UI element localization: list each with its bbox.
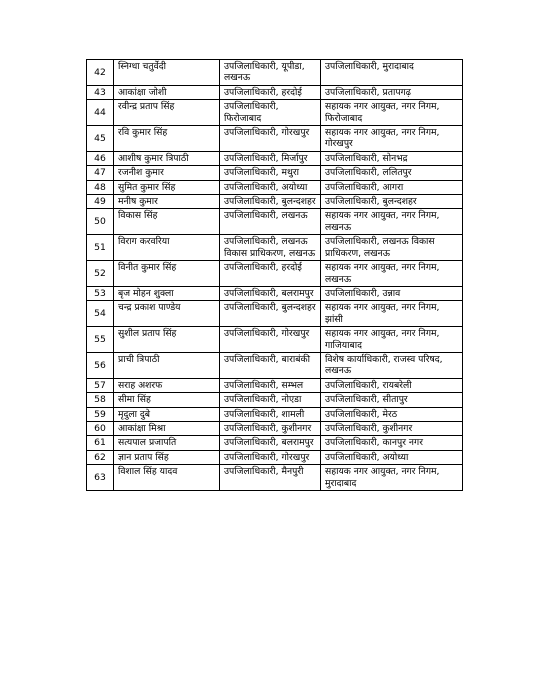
officer-name-cell: विराग करवरिया [114,235,220,261]
new-post-cell: उपजिलाधिकारी, कानपुर नगर [321,436,463,450]
current-post-cell: उपजिलाधिकारी, मथुरा [220,166,321,180]
officer-name-cell: विशाल सिंह यादव [114,465,220,491]
officer-name-cell: सुमित कुमार सिंह [114,180,220,194]
new-post-cell: सहायक नगर आयुक्त, नगर निगम, गोरखपुर [321,126,463,152]
table-row [87,393,463,407]
officer-name-cell: आशीष कुमार त्रिपाठी [114,151,220,165]
new-post-cell: सहायक नगर आयुक्त, नगर निगम, लखनऊ [321,209,463,235]
table-row [87,60,463,86]
officer-name-cell: विनीत कुमार सिंह [114,261,220,287]
serial-number-cell: 51 [87,235,114,261]
current-post-cell: उपजिलाधिकारी, शामली [220,407,321,421]
officer-name-cell: बृज मोहन शुक्ला [114,286,220,300]
serial-number-cell: 44 [87,100,114,126]
current-post-cell: उपजिलाधिकारी, मिर्जापुर [220,151,321,165]
current-post-cell: उपजिलाधिकारी, सम्भल [220,378,321,392]
new-post-cell: उपजिलाधिकारी, रायबरेली [321,378,463,392]
new-post-cell: उपजिलाधिकारी, प्रतापगढ़ [321,85,463,99]
officer-name-cell: सीमा सिंह [114,393,220,407]
serial-number-cell: 45 [87,126,114,152]
new-post-cell: उपजिलाधिकारी, मुरादाबाद [321,60,463,86]
table-row [87,180,463,194]
serial-number-cell: 48 [87,180,114,194]
table-row [87,327,463,353]
current-post-cell: उपजिलाधिकारी, फिरोजाबाद [220,100,321,126]
table-row [87,126,463,152]
current-post-cell: उपजिलाधिकारी, मैनपुरी [220,465,321,491]
table-row [87,465,463,491]
current-post-cell: उपजिलाधिकारी, बुलन्दशहर [220,195,321,209]
officer-name-cell: स्निग्धा चतुर्वेदी [114,60,220,86]
table-row [87,407,463,421]
serial-number-cell: 50 [87,209,114,235]
serial-number-cell: 56 [87,352,114,378]
officer-name-cell: विकास सिंह [114,209,220,235]
current-post-cell: उपजिलाधिकारी, हरदोई [220,85,321,99]
new-post-cell: उपजिलाधिकारी, बुलन्दशहर [321,195,463,209]
table-row [87,100,463,126]
table-row [87,209,463,235]
table-row [87,235,463,261]
current-post-cell: उपजिलाधिकारी, कुशीनगर [220,421,321,435]
new-post-cell: उपजिलाधिकारी, सोनभद्र [321,151,463,165]
transfer-table [86,59,463,491]
officer-name-cell: सुशील प्रताप सिंह [114,327,220,353]
table-row [87,421,463,435]
officer-name-cell: रवि कुमार सिंह [114,126,220,152]
officer-name-cell: रजनीश कुमार [114,166,220,180]
table-row [87,436,463,450]
table-row [87,286,463,300]
current-post-cell: उपजिलाधिकारी, नोएडा [220,393,321,407]
new-post-cell: सहायक नगर आयुक्त, नगर निगम, मुरादाबाद [321,465,463,491]
serial-number-cell: 49 [87,195,114,209]
officer-name-cell: मृदुला दुबे [114,407,220,421]
officer-name-cell: सराह अशरफ [114,378,220,392]
serial-number-cell: 62 [87,450,114,464]
new-post-cell: सहायक नगर आयुक्त, नगर निगम, लखनऊ [321,261,463,287]
current-post-cell: उपजिलाधिकारी, बुलन्दशहर [220,301,321,327]
serial-number-cell: 42 [87,60,114,86]
table-row [87,151,463,165]
officer-name-cell: प्राची त्रिपाठी [114,352,220,378]
officer-name-cell: चन्द्र प्रकाश पाण्डेय [114,301,220,327]
serial-number-cell: 43 [87,85,114,99]
table-row [87,85,463,99]
current-post-cell: उपजिलाधिकारी, लखनऊ विकास प्राधिकरण, लखनऊ [220,235,321,261]
current-post-cell: उपजिलाधिकारी, हरदोई [220,261,321,287]
new-post-cell: उपजिलाधिकारी, ललितपुर [321,166,463,180]
serial-number-cell: 63 [87,465,114,491]
table-row [87,352,463,378]
new-post-cell: उपजिलाधिकारी, लखनऊ विकास प्राधिकरण, लखनऊ [321,235,463,261]
current-post-cell: उपजिलाधिकारी, अयोध्या [220,180,321,194]
table-row [87,450,463,464]
new-post-cell: सहायक नगर आयुक्त, नगर निगम, गाजियाबाद [321,327,463,353]
current-post-cell: उपजिलाधिकारी, लखनऊ [220,209,321,235]
current-post-cell: उपजिलाधिकारी, गोरखपुर [220,126,321,152]
table-row [87,301,463,327]
serial-number-cell: 52 [87,261,114,287]
officer-name-cell: ज्ञान प्रताप सिंह [114,450,220,464]
new-post-cell: विशेष कार्याधिकारी, राजस्व परिषद, लखनऊ [321,352,463,378]
new-post-cell: उपजिलाधिकारी, कुशीनगर [321,421,463,435]
officer-name-cell: आकांक्षा जोशी [114,85,220,99]
current-post-cell: उपजिलाधिकारी, गोरखपुर [220,450,321,464]
officer-name-cell: सत्यपाल प्रजापति [114,436,220,450]
current-post-cell: उपजिलाधिकारी, बलरामपुर [220,436,321,450]
serial-number-cell: 55 [87,327,114,353]
new-post-cell: उपजिलाधिकारी, अयोध्या [321,450,463,464]
current-post-cell: उपजिलाधिकारी, यूपीडा, लखनऊ [220,60,321,86]
new-post-cell: सहायक नगर आयुक्त, नगर निगम, झांसी [321,301,463,327]
new-post-cell: उपजिलाधिकारी, आगरा [321,180,463,194]
serial-number-cell: 53 [87,286,114,300]
serial-number-cell: 57 [87,378,114,392]
new-post-cell: सहायक नगर आयुक्त, नगर निगम, फिरोजाबाद [321,100,463,126]
new-post-cell: उपजिलाधिकारी, उन्नाव [321,286,463,300]
serial-number-cell: 59 [87,407,114,421]
serial-number-cell: 60 [87,421,114,435]
serial-number-cell: 46 [87,151,114,165]
new-post-cell: उपजिलाधिकारी, मेरठ [321,407,463,421]
table-body [87,60,463,491]
table-row [87,166,463,180]
serial-number-cell: 58 [87,393,114,407]
current-post-cell: उपजिलाधिकारी, बाराबंकी [220,352,321,378]
officer-name-cell: मनीष कुमार [114,195,220,209]
serial-number-cell: 61 [87,436,114,450]
current-post-cell: उपजिलाधिकारी, बलरामपुर [220,286,321,300]
table-row [87,195,463,209]
officer-name-cell: रवीन्द्र प्रताप सिंह [114,100,220,126]
officer-name-cell: आकांक्षा मिश्रा [114,421,220,435]
new-post-cell: उपजिलाधिकारी, सीतापुर [321,393,463,407]
table-row [87,261,463,287]
table-row [87,378,463,392]
current-post-cell: उपजिलाधिकारी, गोरखपुर [220,327,321,353]
serial-number-cell: 47 [87,166,114,180]
serial-number-cell: 54 [87,301,114,327]
